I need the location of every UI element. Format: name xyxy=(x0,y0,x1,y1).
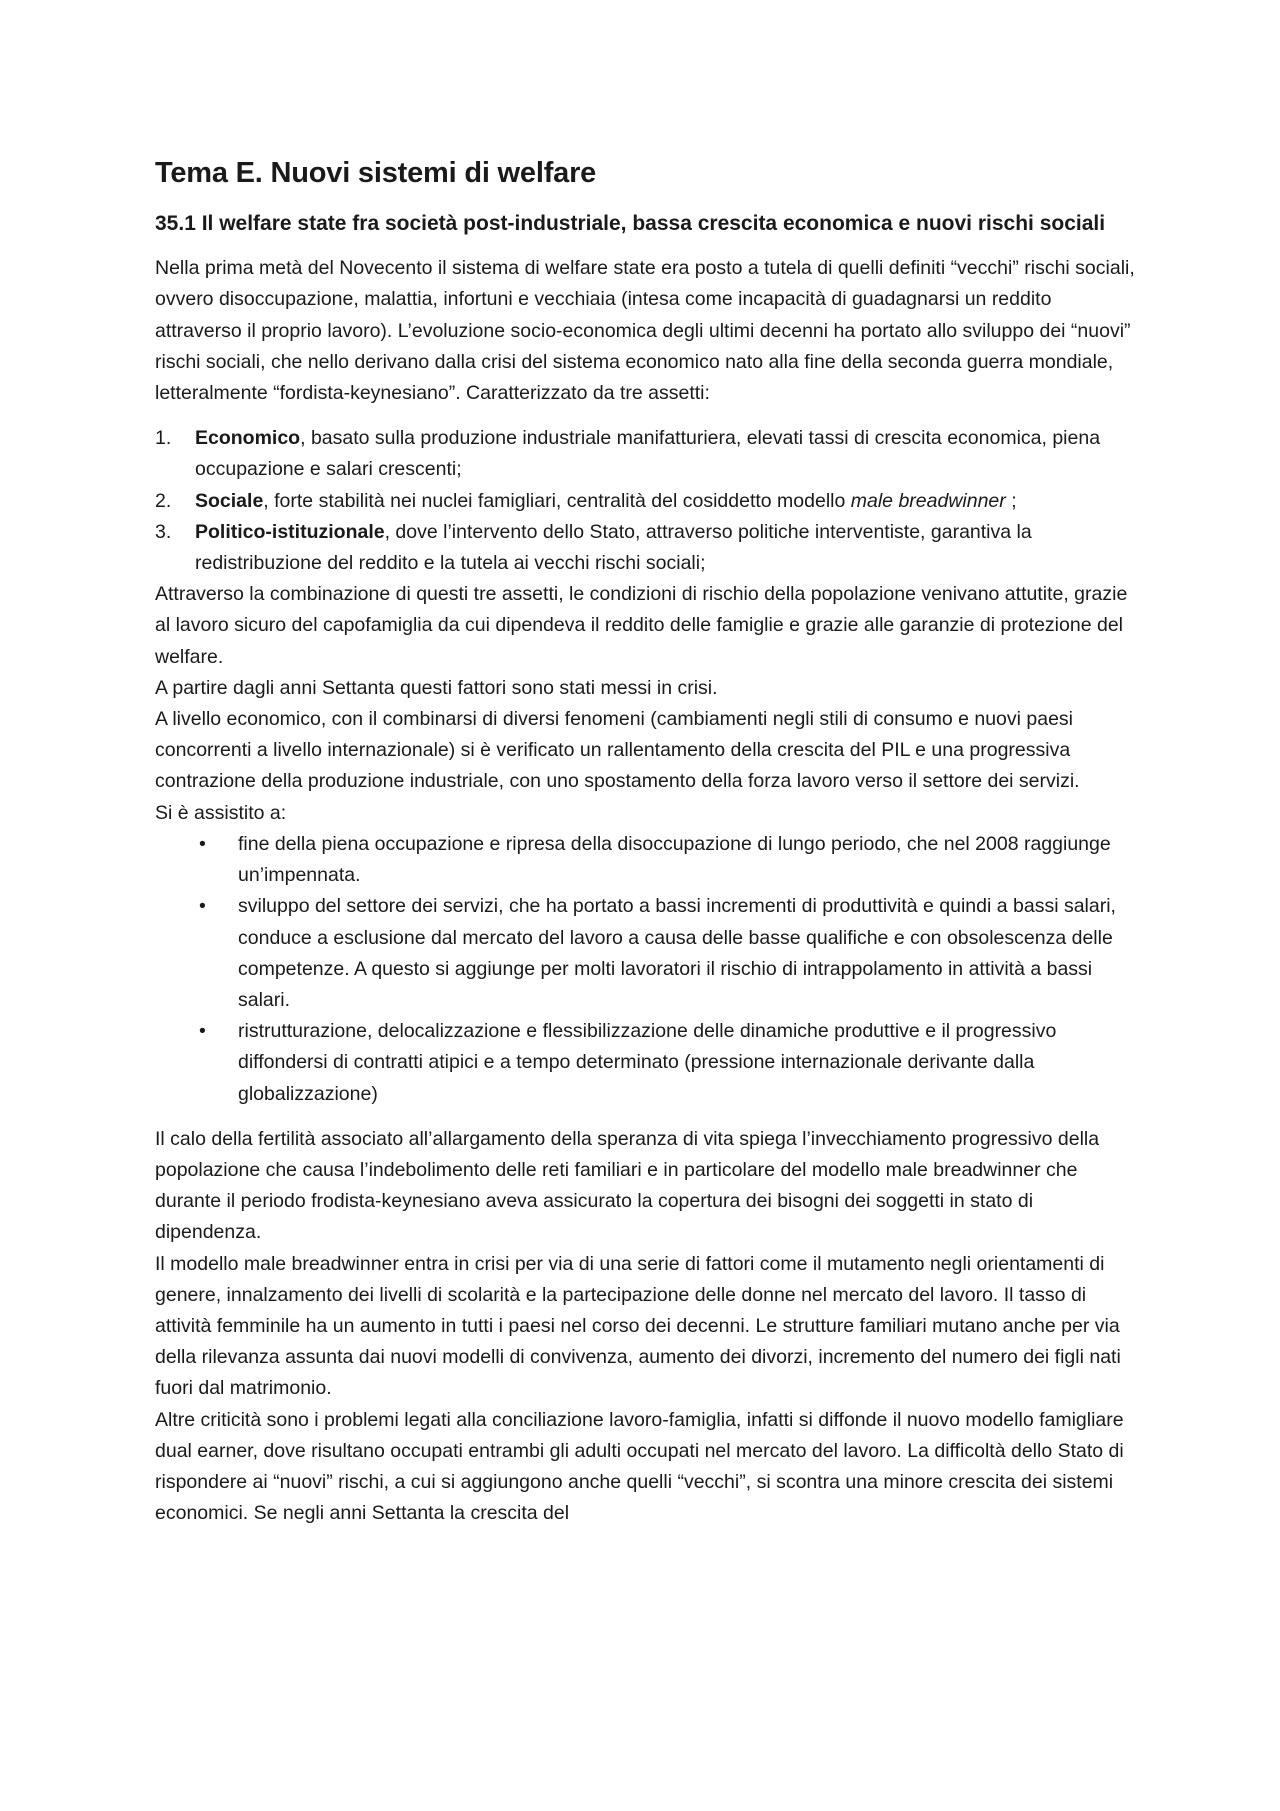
document-page xyxy=(155,156,1140,1529)
body-paragraph: Il modello male breadwinner entra in crisi per via di una serie di fattori come il mutamento negli orientamenti di genere, innalzamento dei livelli di scolarità e la partecipazione delle donne nel mercato del lavoro. Il tasso di attività femminile ha un aumento in tutti i paesi nel corso dei decenni. Le strutture familiari mutano anche per via della rilevanza assunta dai nuovi modelli di convivenza, aumento dei divorzi, incremento del numero dei figli nati fuori dal matrimonio. xyxy=(155,1252,1121,1400)
list-term: Economico xyxy=(195,427,301,450)
bullet-list xyxy=(155,829,1140,1110)
bullet-icon: • xyxy=(199,895,206,918)
list-text: , forte stabilità nei nuclei famigliari, centralità del cosiddetto modello xyxy=(263,489,851,512)
body-paragraph: Altre criticità sono i problemi legati alla conciliazione lavoro-famiglia, infatti si diffonde il nuovo modello famigliare dual earner, dove risultano occupati entrambi gli adulti occupati nel mercato del lavoro. La difficoltà dello Stato di rispondere ai “nuovi” rischi, a cui si aggiungono anche quelli “vecchi”, si scontra una minore crescita dei sistemi economici. Se negli anni Settanta la crescita del xyxy=(155,1408,1124,1525)
body-paragraph: Si è assistito a: xyxy=(155,801,287,824)
list-number: 1. xyxy=(155,427,172,450)
body-paragraph: A livello economico, con il combinarsi di diversi fenomeni (cambiamenti negli stili di consumo e nuovi paesi concorrenti a livello internazionale) si è verificato un rallentamento della crescita del PIL e una progressiva contrazione della produzione industriale, con uno spostamento della forza lavoro verso il settore dei servizi. xyxy=(155,708,1080,793)
list-tail: ; xyxy=(1005,489,1017,512)
list-item xyxy=(155,1016,1140,1110)
bullet-text: sviluppo del settore dei servizi, che ha portato a bassi incrementi di produttività e quindi a bassi salari, conduce a esclusione dal mercato del lavoro a causa delle basse qualifiche e con obsolescenza delle competenze. A questo si aggiunge per molti lavoratori il rischio di intrappolamento in attività a bassi salari. xyxy=(238,895,1116,1011)
page-title: Tema E. Nuovi sistemi di welfare xyxy=(155,157,597,189)
body-paragraph: Attraverso la combinazione di questi tre assetti, le condizioni di rischio della popolazione venivano attutite, grazie al lavoro sicuro del capofamiglia da cui dipendeva il reddito delle famiglie e grazie alle garanzie di protezione del welfare. xyxy=(155,583,1128,668)
list-item xyxy=(155,891,1140,1016)
bullet-text: fine della piena occupazione e ripresa della disoccupazione di lungo periodo, che nel 2008 raggiunge un’impennata. xyxy=(238,832,1111,887)
list-item xyxy=(155,423,1140,485)
list-term: Politico-istituzionale xyxy=(195,520,385,543)
list-italic: male breadwinner xyxy=(850,489,1006,512)
bullet-icon: • xyxy=(199,832,206,855)
assetti-list xyxy=(155,423,1140,579)
list-item xyxy=(155,486,1140,517)
bullet-text: ristrutturazione, delocalizzazione e flessibilizzazione delle dinamiche produttive e il progressivo diffondersi di contratti atipici e a tempo determinato (pressione internazionale derivante dalla globalizzazione) xyxy=(238,1020,1057,1105)
list-term: Sociale xyxy=(195,489,264,512)
list-item xyxy=(155,829,1140,891)
body-paragraph: Il calo della fertilità associato all’allargamento della speranza di vita spiega l’invecchiamento progressivo della popolazione che causa l’indebolimento delle reti familiari e in particolare del modello male breadwinner che durante il periodo frodista-keynesiano aveva assicurato la copertura dei bisogni dei soggetti in stato di dipendenza. xyxy=(155,1127,1100,1244)
list-item xyxy=(155,517,1140,579)
list-text: , dove l’intervento dello Stato, attraverso politiche interventiste, garantiva la redistribuzione del reddito e la tutela ai vecchi rischi sociali; xyxy=(195,520,1032,575)
list-number: 2. xyxy=(155,489,172,512)
intro-paragraph: Nella prima metà del Novecento il sistema di welfare state era posto a tutela di quelli definiti “vecchi” rischi sociali, ovvero disoccupazione, malattia, infortuni e vecchiaia (intesa come incapacità di guadagnarsi un reddito attraverso il proprio lavoro). L’evoluzione socio-economica degli ultimi decenni ha portato allo sviluppo dei “nuovi” rischi sociali, che nello derivano dalla crisi del sistema economico nato alla fine della seconda guerra mondiale, letteralmente “fordista-keynesiano”. Caratterizzato da tre assetti: xyxy=(155,257,1135,405)
section-heading: 35.1 Il welfare state fra società post-industriale, bassa crescita economica e nuovi rischi sociali xyxy=(155,211,1106,235)
body-paragraph: A partire dagli anni Settanta questi fattori sono stati messi in crisi. xyxy=(155,676,718,699)
list-text: , basato sulla produzione industriale manifatturiera, elevati tassi di crescita economica, piena occupazione e salari crescenti; xyxy=(195,427,1101,481)
bullet-icon: • xyxy=(199,1020,206,1043)
list-number: 3. xyxy=(155,520,172,543)
